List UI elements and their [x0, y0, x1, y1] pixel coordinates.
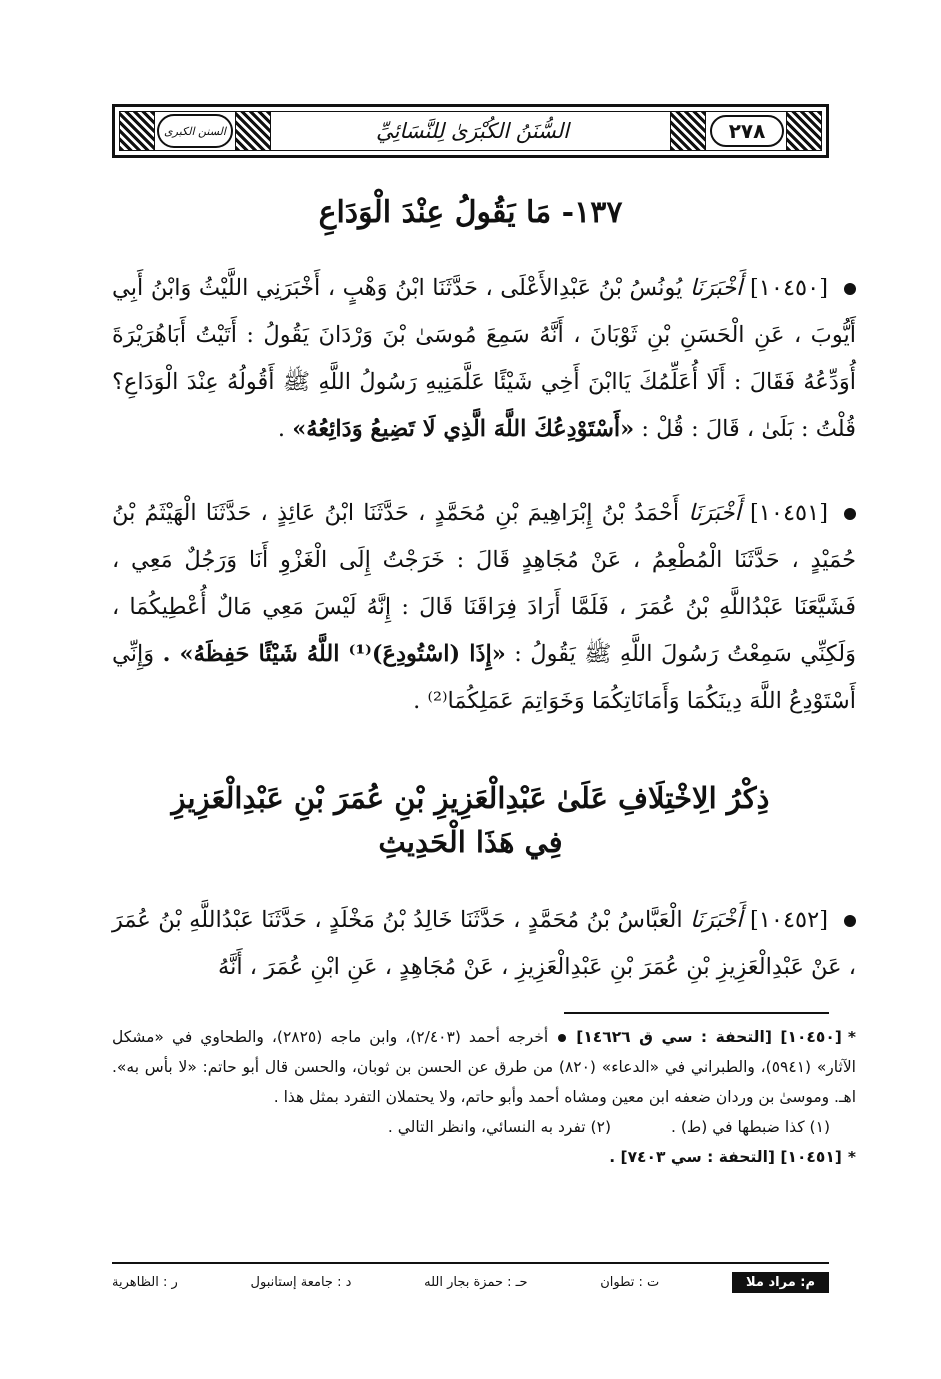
hadith-end: .: [277, 416, 293, 442]
footnote-tag: [١٠٤٥٠] [التحفة : سي ق ١٤٦٢٦]: [576, 1028, 842, 1046]
book-logo: السنن الكبرى: [157, 114, 233, 148]
hadith-matn: «أَسْتَوْدِعُكَ اللَّهَ الَّذِي لَا تَضِيعُ وَدَائِعُهُ»: [292, 416, 635, 442]
siglum-h: حـ : حمزة بجار الله: [424, 1274, 528, 1290]
hadith-text: الْعَبَّاسُ بْنُ مُحَمَّدٍ ، حَدَّثَنَا خَالِدُ بْنُ مَخْلَدٍ ، حَدَّثَنَا عَبْدُاللَّهِ بْنُ عُمَرَ ، عَنْ عَبْدِالْعَزِيزِ بْنِ عُمَرَ بْنِ عَبْدِالْعَزِيزِ ، عَنْ مُجَاهِدٍ ، عَنِ ابْنِ عُمَرَ ، أَنَّهُ: [112, 907, 856, 980]
bullet-icon: [844, 915, 856, 927]
chapter-title: ١٣٧- مَا يَقُولُ عِنْدَ الْوَدَاعِ: [318, 195, 623, 230]
section-title-line2: فِي هَذَا الْحَدِيثِ: [378, 824, 563, 859]
hadith-end: وَإِنِّي أَسْتَوْدِعُ اللَّهَ دِينَكُمَا وَأَمَانَاتِكُمَا وَخَوَاتِمَ عَمَلِكُمَا⁽²⁾ .: [112, 641, 856, 714]
footnotes: [112, 1022, 856, 1172]
footnote-10451: [112, 1142, 856, 1172]
section-title-line1: ذِكْرُ الِاخْتِلَافِ عَلَىٰ عَبْدِالْعَزِيزِ بْنِ عُمَرَ بْنِ عَبْدِالْعَزِيزِ: [171, 781, 770, 815]
bullet-icon: [844, 283, 856, 295]
hadith-text: أَحْمَدُ بْنُ إِبْرَاهِيمَ بْنِ مُحَمَّدٍ ، حَدَّثَنَا ابْنُ عَائِذٍ ، حَدَّثَنَا الْهَيْثَمُ بْنُ حُمَيْدٍ ، حَدَّثَنَا الْمُطْعِمُ ، عَنْ مُجَاهِدٍ قَالَ : خَرَجْتُ إِلَى الْغَزْوِ أَنَا وَرَجُلٌ مَعِي ، فَشَيَّعَنَا عَبْدُاللَّهِ بْنُ عُمَرَ ، فَلَمَّا أَرَادَ فِرَاقَنَا قَالَ : إِنَّهُ لَيْسَ مَعِي مَالٌ أُعْطِيكُمَا ، وَلَكِنِّي سَمِعْتُ رَسُولَ اللَّهِ ﷺ يَقُولُ :: [112, 500, 856, 667]
khabar-word: أَخْبَرَنَا: [688, 500, 741, 526]
ornament-left-inner: [235, 111, 271, 151]
hadith-number: [١٠٤٥١]: [750, 500, 828, 526]
page-number: ٢٧٨: [710, 115, 784, 147]
hadith-number: [١٠٤٥٢]: [750, 907, 828, 933]
siglum-m: م: مراد ملا: [732, 1272, 829, 1293]
bottom-rule: [112, 1262, 829, 1264]
bullet-icon: [558, 1034, 566, 1042]
footnote-tag: [١٠٤٥١] [التحفة : سي ٧٤٠٣] .: [609, 1148, 842, 1166]
khabar-word: أَخْبَرَنَا: [690, 907, 743, 933]
asterisk-icon: *: [847, 1028, 856, 1046]
hadith-text: يُونُسُ بْنُ عَبْدِالأَعْلَى ، حَدَّثَنَا ابْنُ وَهْبٍ ، أَخْبَرَنِي اللَّيْثُ وَابْنُ أَبِي أَيُّوبَ ، عَنِ الْحَسَنِ بْنِ ثَوْبَانَ ، أَنَّهُ سَمِعَ مُوسَىٰ بْنَ وَرْدَانَ يَقُولُ : أَتَيْتُ أَبَاهُرَيْرَةَ أُوَدِّعُهُ فَقَالَ : أَلَا أُعَلِّمُكَ يَاابْنَ أَخِي شَيْئًا عَلَّمَنِيهِ رَسُولُ اللَّهِ ﷺ أَقُولُهُ عِنْدَ الْوَدَاعِ؟ قُلْتُ : بَلَىٰ ، قَالَ : قُلْ :: [112, 275, 856, 442]
khabar-word: أَخْبَرَنَا: [689, 275, 743, 301]
section-title: [112, 777, 829, 864]
running-header: [112, 104, 829, 158]
asterisk-icon: *: [847, 1148, 856, 1166]
hadith-matn: «إِذَا (اسْتُودِعَ)⁽¹⁾ اللَّهُ شَيْئًا حَفِظَهُ» .: [162, 641, 506, 667]
footnote-text: أخرجه أحمد (٢/٤٠٣)، وابن ماجه (٢٨٢٥)، والطحاوي في «مشكل الآثار» (٥٩٤١)، والطبراني في «الدعاء» (٨٢٠) من طرق عن الحسن بن ثوبان، والحسن قال أبو حاتم: «لا بأس به». اهـ. وموسىٰ بن وردان ضعفه ابن معين ومشاه أحمد وأبو حاتم، ولا يحتملان التفرد بمثل هذا .: [112, 1028, 856, 1106]
siglum-d: د : جامعة إستانبول: [250, 1274, 352, 1290]
hadith-10452: [112, 897, 856, 991]
footnote-rule: [564, 1012, 829, 1014]
book-title: السُّنَنُ الكُبْرَىٰ لِلنَّسَائِيِّ: [376, 119, 569, 143]
ornament-right: [786, 111, 822, 151]
bullet-icon: [844, 508, 856, 520]
hadith-number: [١٠٤٥٠]: [750, 275, 829, 301]
hadith-10450: [112, 265, 856, 453]
siglum-t: ت : تطوان: [600, 1274, 660, 1290]
siglum-r: ر : الظاهرية: [112, 1274, 178, 1290]
ornament-right-inner: [670, 111, 706, 151]
note-1: (١) كذا ضبطها في (ط) .: [671, 1118, 830, 1136]
ornament-left: [119, 111, 155, 151]
footnote-notes: [112, 1112, 856, 1142]
hadith-10451: [112, 490, 856, 725]
note-2: (٢) تفرد به النسائي، وانظر التالي .: [387, 1118, 611, 1136]
footnote-10450: [112, 1022, 856, 1112]
manuscript-sigla: [112, 1268, 829, 1296]
